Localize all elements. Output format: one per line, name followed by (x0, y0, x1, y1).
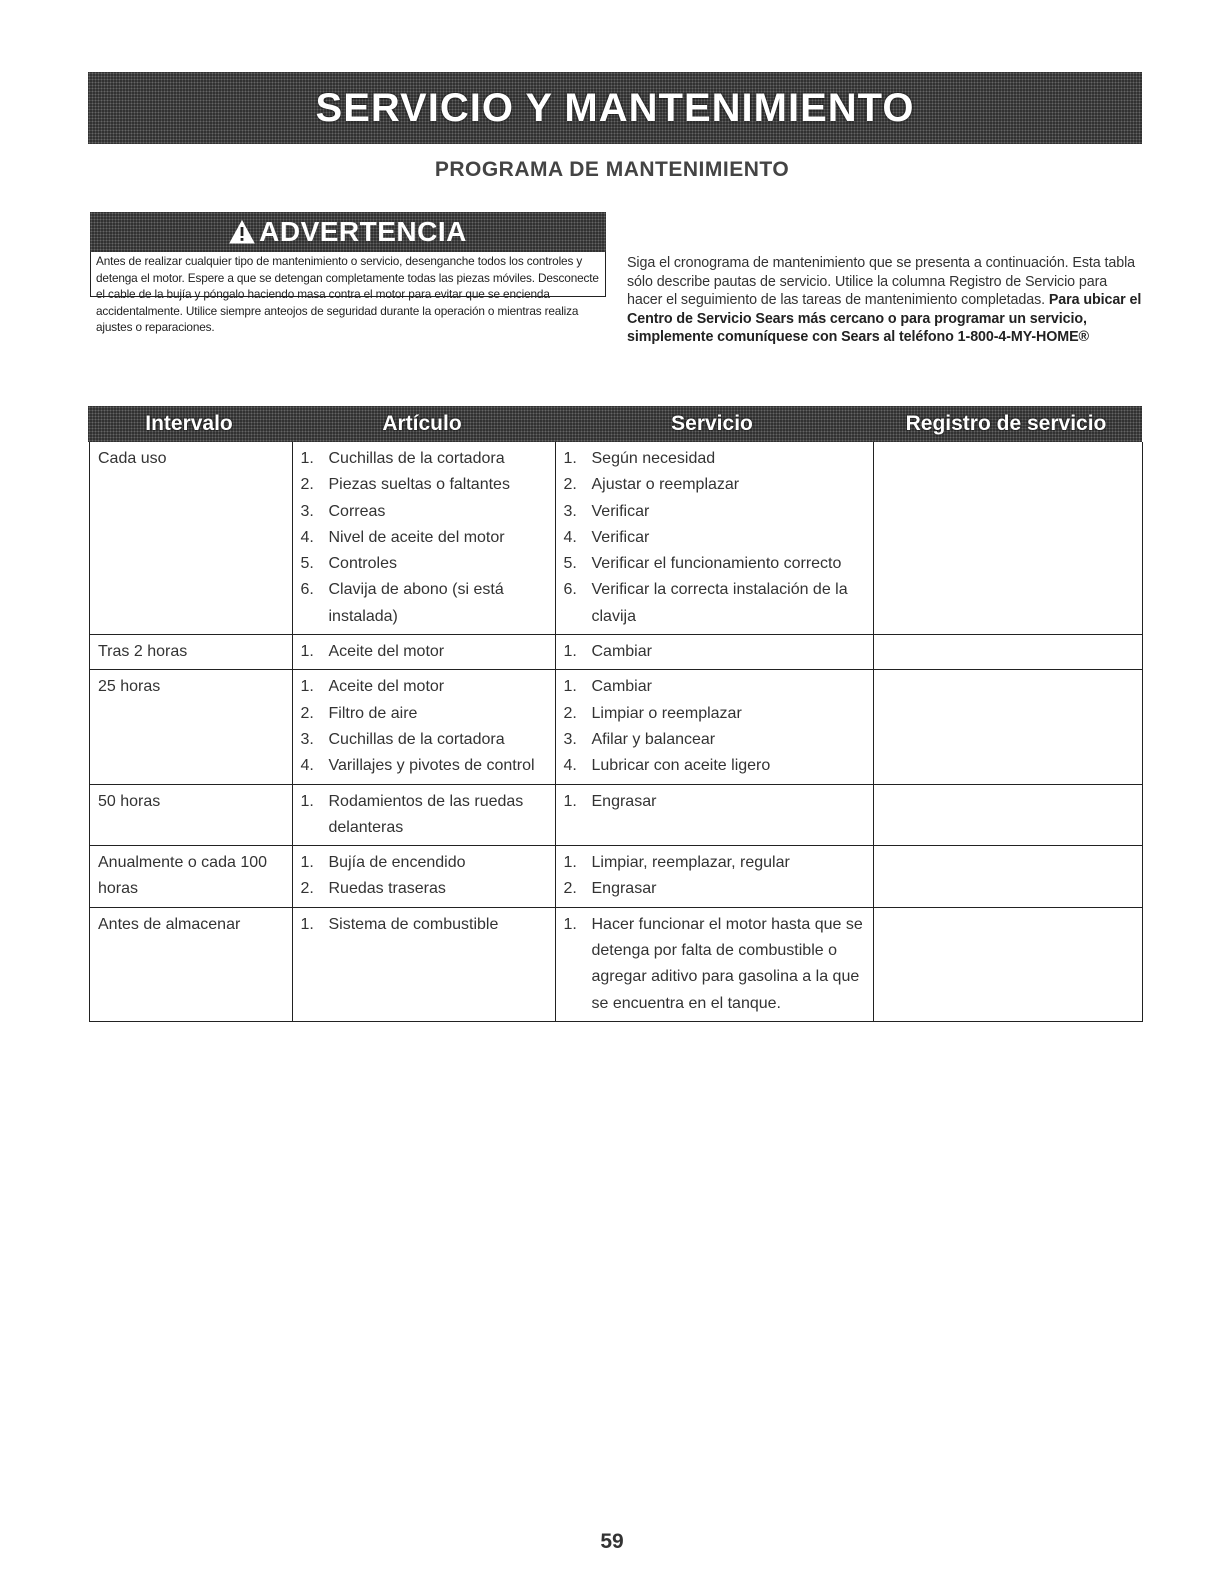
service-entry (556, 551, 873, 577)
page-number: 59 (600, 1530, 624, 1553)
entry-text: Según necesidad (591, 450, 716, 467)
interval-cell: 50 horas (90, 784, 292, 846)
entry-text: Controles (328, 555, 397, 573)
entry-number: 1. (563, 915, 577, 933)
entry-number: 1. (563, 792, 577, 810)
entry-number: 4. (300, 528, 314, 546)
table-row (90, 784, 1142, 846)
service-record-cell[interactable] (873, 442, 1142, 635)
entry-text: Aceite del motor (328, 678, 445, 696)
entry-text: Ajustar o reemplazar (591, 476, 740, 494)
entry-number: 2. (563, 704, 577, 722)
item-cell (292, 635, 555, 670)
item-cell (292, 907, 555, 1021)
entry-number: 1. (563, 450, 577, 467)
entry-text: Sistema de combustible (328, 915, 499, 933)
entry-text: Engrasar (591, 880, 657, 898)
entry-number: 3. (300, 502, 314, 520)
entry-number: 2. (563, 880, 577, 898)
service-cell (555, 846, 873, 908)
maintenance-table-body (90, 442, 1142, 1021)
table-row (90, 907, 1142, 1021)
entry-text: Afilar y balancear (591, 730, 716, 748)
entry-text: Hacer funcionar el motor hasta que se detenga por falta de combustible o agregar aditivo para gasolina a la que se encuentra en el tanque. (591, 915, 863, 1012)
entry-text: Ruedas traseras (328, 880, 446, 898)
item-entry (293, 551, 555, 577)
table-row (90, 846, 1142, 908)
entry-text: Aceite del motor (328, 643, 445, 661)
entry-text: Cambiar (591, 678, 652, 696)
entry-text: Cambiar (591, 643, 652, 661)
service-record-cell[interactable] (873, 784, 1142, 846)
service-cell (555, 635, 873, 670)
entry-text: Filtro de aire (328, 704, 418, 722)
header-articulo: Artículo (382, 412, 462, 435)
intro-contact-text: Para ubicar el Centro de Servicio Sears más cercano o para programar un servicio, simplemente comuníquese con Sears al teléfono 1-800-4-MY-HOME® (627, 292, 1142, 346)
maintenance-table (89, 442, 1143, 1022)
entry-number: 1. (563, 678, 577, 696)
interval-cell: 25 horas (90, 670, 292, 784)
entry-text: Lubricar con aceite ligero (591, 757, 771, 775)
entry-number: 1. (563, 854, 577, 872)
item-entry (293, 727, 555, 753)
service-record-cell[interactable] (873, 907, 1142, 1021)
item-entry (293, 525, 555, 551)
service-entry (556, 525, 873, 551)
entry-number: 3. (563, 502, 577, 520)
entry-number: 1. (300, 915, 314, 933)
service-cell (555, 907, 873, 1021)
service-record-cell[interactable] (873, 670, 1142, 784)
entry-text: Correas (328, 502, 386, 520)
entry-number: 1. (300, 854, 314, 872)
interval-cell: Anualmente o cada 100 horas (90, 846, 292, 908)
entry-number: 1. (300, 643, 314, 661)
entry-text: Bujía de encendido (328, 854, 466, 872)
entry-text: Rodamientos de las ruedas delanteras (328, 792, 524, 836)
interval-cell: Tras 2 horas (90, 635, 292, 670)
service-cell (555, 784, 873, 846)
entry-number: 2. (563, 476, 577, 494)
warning-text: Antes de realizar cualquier tipo de mantenimiento o servicio, desenganche todos los controles y detenga el motor. Espere a que se detengan completamente todas las piezas móviles. Desconecte el cable de la bujía y póngalo haciendo masa contra el motor para evitar que se encienda accidentalmente. Utilice siempre anteojos de seguridad durante la operación o mientras realiza ajustes o reparaciones. (96, 254, 599, 335)
service-entry (556, 876, 873, 902)
service-entry (556, 674, 873, 700)
warning-header (90, 212, 606, 252)
page-subtitle: PROGRAMA DE MANTENIMIENTO (434, 158, 790, 181)
header-intervalo: Intervalo (145, 412, 233, 435)
entry-number: 2. (300, 704, 314, 722)
section-banner (88, 72, 1142, 144)
entry-text: Limpiar o reemplazar (591, 704, 742, 722)
entry-number: 4. (563, 757, 577, 775)
service-entry (556, 472, 873, 498)
entry-text: Cuchillas de la cortadora (328, 450, 505, 467)
intro-text: Siga el cronograma de mantenimiento que se presenta a continuación. Esta tabla sólo describe pautas de servicio. Utilice la columna Registro de Servicio para hacer el seguimiento de las tareas de mantenimiento completadas. (627, 255, 1136, 309)
service-entry (556, 639, 873, 665)
table-row (90, 635, 1142, 670)
entry-number: 4. (563, 528, 577, 546)
entry-text: Clavija de abono (si está instalada) (328, 581, 504, 625)
item-entry (293, 701, 555, 727)
item-entry (293, 789, 555, 842)
service-entry (556, 753, 873, 779)
entry-text: Nivel de aceite del motor (328, 528, 505, 546)
entry-number: 2. (300, 476, 314, 494)
entry-number: 6. (563, 581, 577, 599)
entry-number: 6. (300, 581, 314, 599)
service-record-cell[interactable] (873, 635, 1142, 670)
entry-text: Verificar (591, 502, 650, 520)
item-entry (293, 577, 555, 630)
entry-number: 3. (563, 730, 577, 748)
item-cell (292, 442, 555, 635)
warning-triangle-icon (229, 220, 255, 244)
header-registro: Registro de servicio (905, 412, 1107, 435)
entry-number: 1. (300, 450, 314, 467)
entry-text: Verificar el funcionamiento correcto (591, 555, 842, 573)
table-row (90, 670, 1142, 784)
entry-text: Piezas sueltas o faltantes (328, 476, 510, 494)
item-entry (293, 499, 555, 525)
item-cell (292, 670, 555, 784)
entry-number: 5. (300, 555, 314, 573)
service-entry (556, 912, 873, 1017)
service-entry (556, 499, 873, 525)
entry-text: Limpiar, reemplazar, regular (591, 854, 790, 872)
entry-number: 5. (563, 555, 577, 573)
entry-number: 4. (300, 757, 314, 775)
table-row (90, 442, 1142, 635)
item-cell (292, 784, 555, 846)
service-record-cell[interactable] (873, 846, 1142, 908)
banner-title: SERVICIO Y MANTENIMIENTO (315, 85, 915, 130)
entry-number: 2. (300, 880, 314, 898)
entry-text: Verificar (591, 528, 650, 546)
item-entry (293, 446, 555, 472)
item-entry (293, 472, 555, 498)
item-entry (293, 674, 555, 700)
service-entry (556, 850, 873, 876)
item-entry (293, 912, 555, 938)
item-cell (292, 846, 555, 908)
header-servicio: Servicio (671, 412, 753, 435)
service-entry (556, 446, 873, 472)
service-cell (555, 670, 873, 784)
entry-number: 3. (300, 730, 314, 748)
interval-cell: Antes de almacenar (90, 907, 292, 1021)
entry-text: Cuchillas de la cortadora (328, 730, 505, 748)
interval-cell: Cada uso (90, 442, 292, 635)
warning-label: ADVERTENCIA (259, 216, 467, 247)
intro-paragraph (627, 254, 1143, 347)
item-entry (293, 876, 555, 902)
service-entry (556, 727, 873, 753)
service-entry (556, 577, 873, 630)
service-cell (555, 442, 873, 635)
service-entry (556, 701, 873, 727)
entry-number: 1. (300, 792, 314, 810)
entry-text: Verificar la correcta instalación de la clavija (591, 581, 848, 625)
service-entry (556, 789, 873, 815)
item-entry (293, 850, 555, 876)
entry-text: Engrasar (591, 792, 657, 810)
entry-number: 1. (300, 678, 314, 696)
item-entry (293, 753, 555, 779)
item-entry (293, 639, 555, 665)
table-header (88, 406, 1142, 442)
entry-text: Varillajes y pivotes de control (328, 757, 535, 775)
entry-number: 1. (563, 643, 577, 661)
